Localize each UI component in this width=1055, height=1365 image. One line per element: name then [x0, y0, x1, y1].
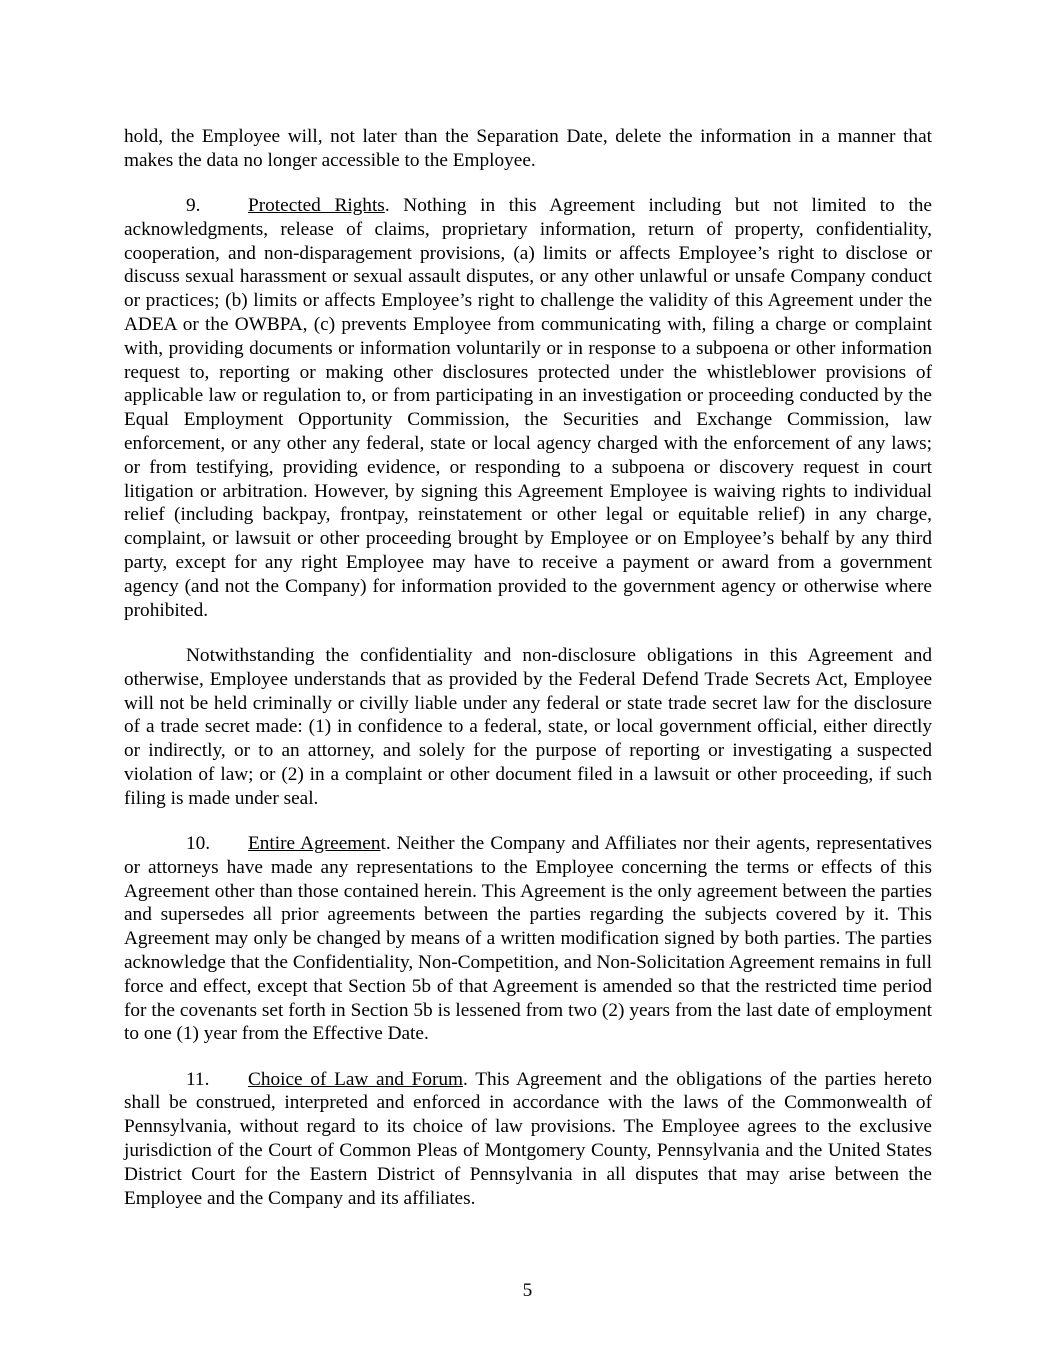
section-heading: Entire Agreemen [248, 833, 381, 855]
document-page [124, 125, 932, 1232]
dtsa-paragraph: Notwithstanding the confidentiality and non-disclosure obligations in this Agreement and otherwise, Employee understands that as provided by the Federal Defend Trade Secrets Act, Employee will not be held criminally or civilly liable under any federal or state trade secret law for the disclosure of a trade secret made: (1) in confidence to a federal, state, or local government official, either directly or indirectly, or to an attorney, and solely for the purpose of reporting or investigating a suspected violation of law; or (2) in a complaint or other document filed in a lawsuit or other proceeding, if such filing is made under seal. [124, 644, 932, 809]
section-heading: Choice of Law and Forum [248, 1068, 464, 1090]
section-number: 9. [186, 195, 201, 217]
section-number: 10. [186, 833, 211, 855]
section-10-paragraph [124, 832, 932, 1046]
section-9-paragraph [124, 194, 932, 622]
section-11-paragraph [124, 1068, 932, 1211]
section-number: 11. [186, 1068, 210, 1090]
section-body: . This Agreement and the obligations of the parties hereto shall be construed, interpreted and enforced in accordance with the laws of the Commonwealth of Pennsylvania, without regard to its choice of law provisions. The Employee agrees to the exclusive jurisdiction of the Court of Common Pleas of Montgomery County, Pennsylvania and the United States District Court for the Eastern District of Pennsylvania in all disputes that may arise between the Employee and the Company and its affiliates. [124, 1068, 933, 1209]
page-number: 5 [522, 1280, 533, 1301]
section-body: t. Neither the Company and Affiliates nor their agents, representatives or attorneys have made any representations to the Employee concerning the terms or effects of this Agreement other than those contained herein. This Agreement is the only agreement between the parties and supersedes all prior agreements between the parties regarding the subjects covered by it. This Agreement may only be changed by means of a written modification signed by both parties. The parties acknowledge that the Confidentiality, Non-Competition, and Non-Solicitation Agreement remains in full force and effect, except that Section 5b of that Agreement is amended so that the restricted time period for the covenants set forth in Section 5b is lessened from two (2) years from the last date of employment to one (1) year from the Effective Date. [124, 833, 932, 1045]
section-body: . Nothing in this Agreement including but not limited to the acknowledgments, release of claims, proprietary information, return of property, confidentiality, cooperation, and non-disparagement provisions, (a) limits or affects Employee’s right to disclose or discuss sexual harassment or sexual assault disputes, or any other unlawful or unsafe Company conduct or practices; (b) limits or affects Employee’s right to challenge the validity of this Agreement under the ADEA or the OWBPA, (c) prevents Employee from communicating with, filing a charge or complaint with, providing documents or information voluntarily or in response to a subpoena or other information request to, reporting or making other disclosures protected under the whistleblower provisions of applicable law or regulation to, or from participating in an investigation or proceeding conducted by the Equal Employment Opportunity Commission, the Securities and Exchange Commission, law enforcement, or any other any federal, state or local agency charged with the enforcement of any laws; or from testifying, providing evidence, or responding to a subpoena or discovery request in court litigation or arbitration. However, by signing this Agreement Employee is waiving rights to individual relief (including backpay, frontpay, reinstatement or other legal or equitable relief) in any charge, complaint, or lawsuit or other proceeding brought by Employee or on Employee’s behalf by any third party, except for any right Employee may have to receive a payment or award from a government agency (and not the Company) for information provided to the government agency or otherwise where prohibited. [124, 195, 932, 621]
continuation-paragraph: hold, the Employee will, not later than the Separation Date, delete the information in a manner that makes the data no longer accessible to the Employee. [124, 126, 932, 171]
section-heading: Protected Rights [248, 195, 385, 217]
